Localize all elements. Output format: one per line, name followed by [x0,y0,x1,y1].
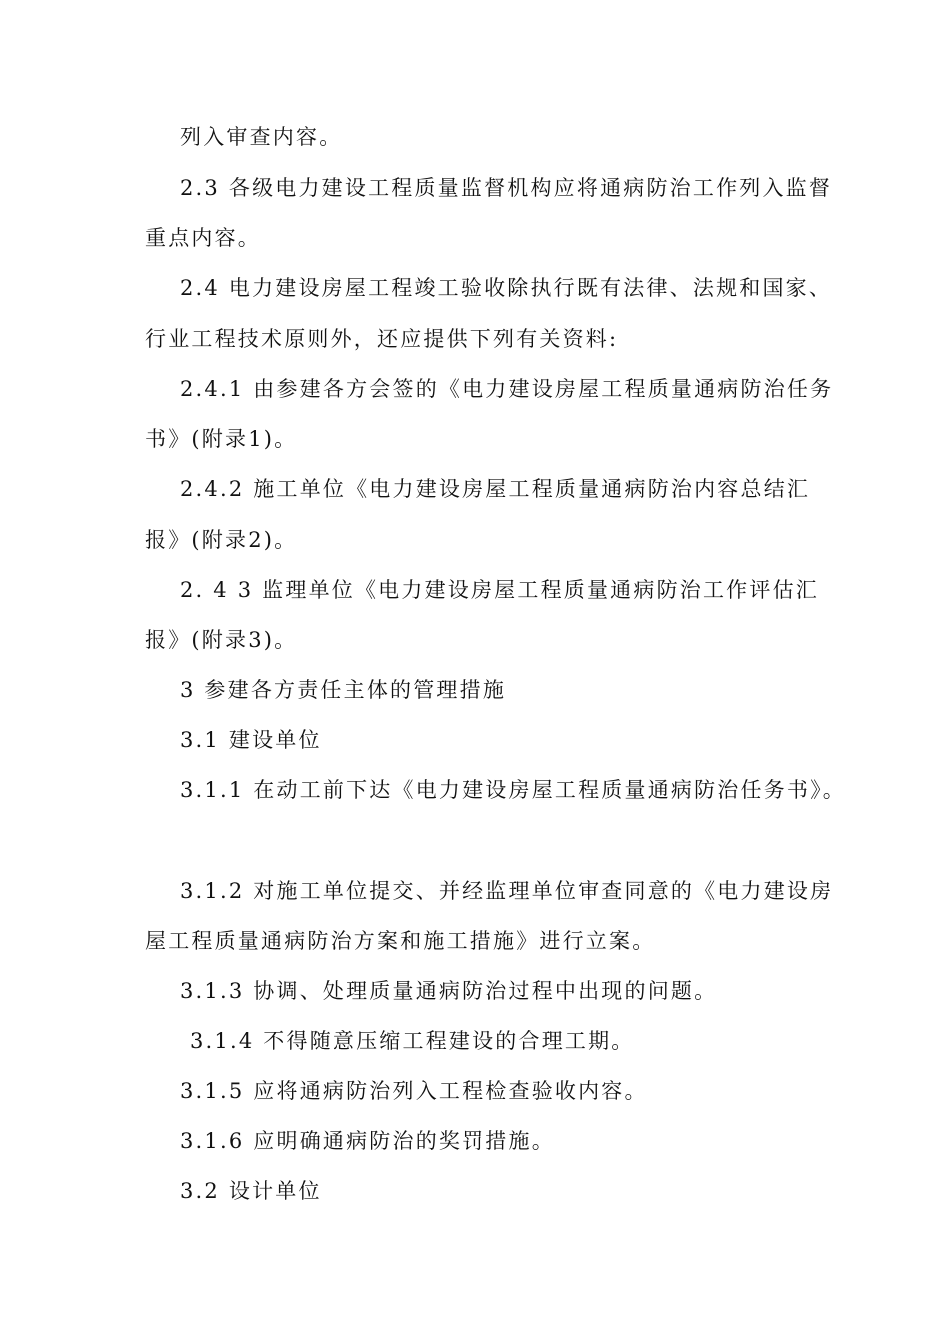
text-line-1: 列入审查内容。 [180,125,343,149]
text-line-17: 3.1.3 协调、处理质量通病防治过程中出现的问题。 [180,979,718,1003]
text-line-4: 2.4 电力建设房屋工程竣工验收除执行既有法律、法规和国家、 [180,276,833,300]
text-line-10: 2. 4 3 监理单位《电力建设房屋工程质量通病防治工作评估汇 [180,578,819,602]
text-line-14: 3.1.1 在动工前下达《电力建设房屋工程质量通病防治任务书》。 [180,778,847,802]
text-line-19: 3.1.5 应将通病防治列入工程检查验收内容。 [180,1079,648,1103]
text-line-9: 报》(附录2)。 [145,528,298,552]
subsection-heading-3-1: 3.1 建设单位 [180,728,322,752]
text-line-7: 书》(附录1)。 [145,427,298,451]
text-line-16: 屋工程质量通病防治方案和施工措施》进行立案。 [145,929,656,953]
text-line-20: 3.1.6 应明确通病防治的奖罚措施。 [180,1129,555,1153]
text-line-3: 重点内容。 [145,226,261,250]
text-line-11: 报》(附录3)。 [145,628,298,652]
text-line-15: 3.1.2 对施工单位提交、并经监理单位审查同意的《电力建设房 [180,879,834,903]
text-line-8: 2.4.2 施工单位《电力建设房屋工程质量通病防治内容总结汇 [180,477,811,501]
subsection-heading-3-2: 3.2 设计单位 [180,1179,322,1203]
text-line-18: 3.1.4 不得随意压缩工程建设的合理工期。 [190,1029,635,1053]
text-line-2: 2.3 各级电力建设工程质量监督机构应将通病防治工作列入监督 [180,176,833,200]
section-heading-3: 3 参建各方责任主体的管理措施 [180,678,507,702]
text-line-5: 行业工程技术原则外，还应提供下列有关资料: [145,327,619,351]
text-line-6: 2.4.1 由参建各方会签的《电力建设房屋工程质量通病防治任务 [180,377,834,401]
